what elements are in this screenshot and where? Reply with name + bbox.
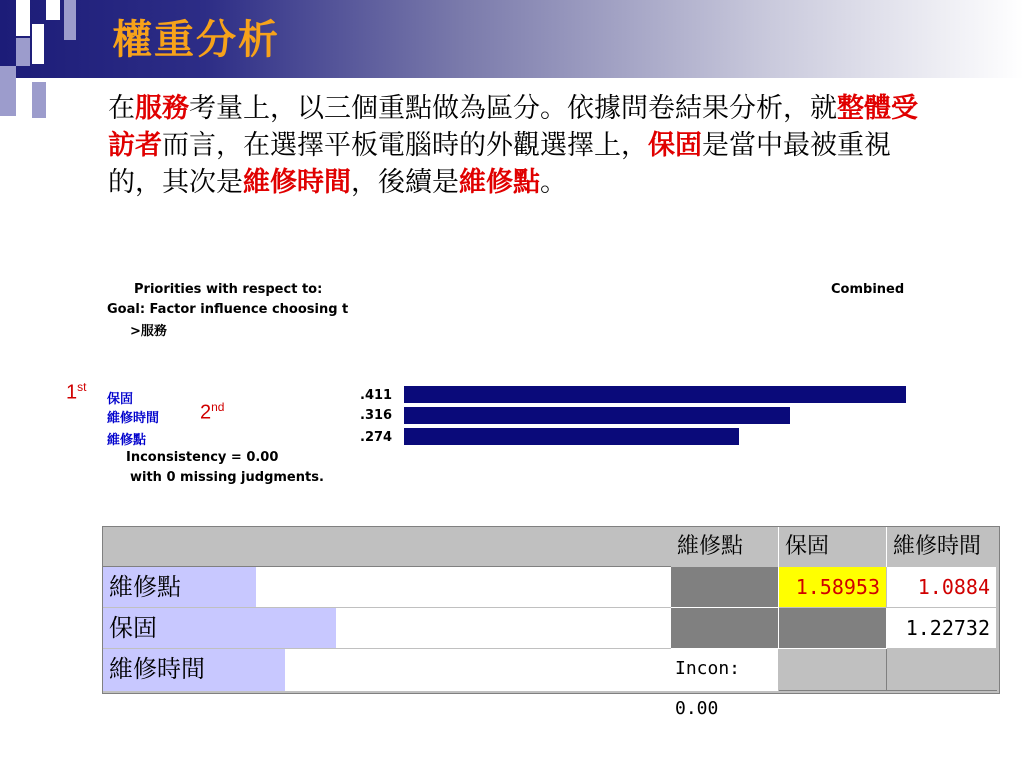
deco-square: [0, 66, 16, 116]
goal-sub: >服務: [130, 324, 167, 339]
table-row-name[interactable]: [103, 649, 671, 691]
column-header: 保固: [779, 527, 887, 567]
missing-judgments-text: with 0 missing judgments.: [130, 470, 324, 485]
priority-label: 維修點: [107, 433, 147, 448]
comparison-table: [102, 526, 1000, 719]
priority-value: .411: [360, 388, 393, 403]
combined-label: Combined: [831, 282, 905, 297]
table-row-name[interactable]: [103, 608, 671, 649]
page-title: 權重分析: [112, 17, 280, 63]
row-label: 保固: [109, 614, 157, 642]
inconsistency-cell: Incon: 0.00: [671, 649, 779, 691]
comparison-value[interactable]: 1.0884: [887, 567, 997, 608]
deco-square: [16, 0, 30, 36]
deco-square: [16, 38, 30, 66]
highlight-service: 服務: [135, 93, 189, 124]
para-text: 考量上，以三個重點做為區分。依據問卷結果分析，就: [189, 93, 837, 124]
rank-number: 2: [200, 401, 212, 424]
para-text: 是當中最被重視的，其次是: [108, 130, 891, 198]
diagonal-cell: [887, 649, 997, 691]
empty-cell: [779, 649, 887, 691]
deco-square: [64, 0, 76, 40]
highlight-repair-point: 維修點: [459, 167, 540, 198]
rank-suffix: nd: [211, 400, 225, 414]
rank-second: [200, 400, 224, 425]
table-row-name[interactable]: [103, 567, 671, 608]
deco-square: [32, 82, 46, 118]
comparison-value[interactable]: 1.58953: [779, 567, 887, 608]
para-text: 。: [540, 167, 567, 198]
deco-square: [32, 24, 44, 64]
inconsistency-text: Inconsistency = 0.00: [126, 450, 279, 465]
diagonal-cell: [779, 608, 887, 649]
table-header-blank: [103, 527, 671, 567]
rank-first: [66, 380, 86, 405]
rank-suffix: st: [77, 380, 87, 394]
body-paragraph: [108, 90, 938, 201]
para-text: 在: [108, 93, 135, 124]
highlight-warranty: 保固: [648, 130, 702, 161]
priorities-header: Priorities with respect to:: [134, 282, 323, 297]
rank-number: 1: [66, 381, 78, 404]
priority-label: 維修時間: [107, 411, 160, 426]
priority-bar: [404, 428, 739, 445]
priority-bar: [404, 386, 906, 403]
column-header: 維修時間: [887, 527, 997, 567]
row-label: 維修時間: [109, 655, 205, 683]
priority-label: 保固: [107, 392, 134, 407]
diagonal-cell: [671, 567, 779, 608]
para-text: 而言，在選擇平板電腦時的外觀選擇上，: [162, 130, 648, 161]
priority-value: .316: [360, 408, 393, 423]
priorities-chart: [104, 280, 914, 492]
goal-line: Goal: Factor influence choosing t: [107, 302, 349, 317]
highlight-all-respondents: 整體受訪者: [108, 93, 918, 161]
priority-value: .274: [360, 430, 393, 445]
row-label: 維修點: [109, 573, 181, 601]
deco-square: [46, 0, 60, 20]
para-text: ，後續是: [351, 167, 459, 198]
highlight-repair-time: 維修時間: [243, 167, 351, 198]
priority-bar: [404, 407, 790, 424]
comparison-value[interactable]: 1.22732: [887, 608, 997, 649]
column-header: 維修點: [671, 527, 779, 567]
empty-cell: [671, 608, 779, 649]
